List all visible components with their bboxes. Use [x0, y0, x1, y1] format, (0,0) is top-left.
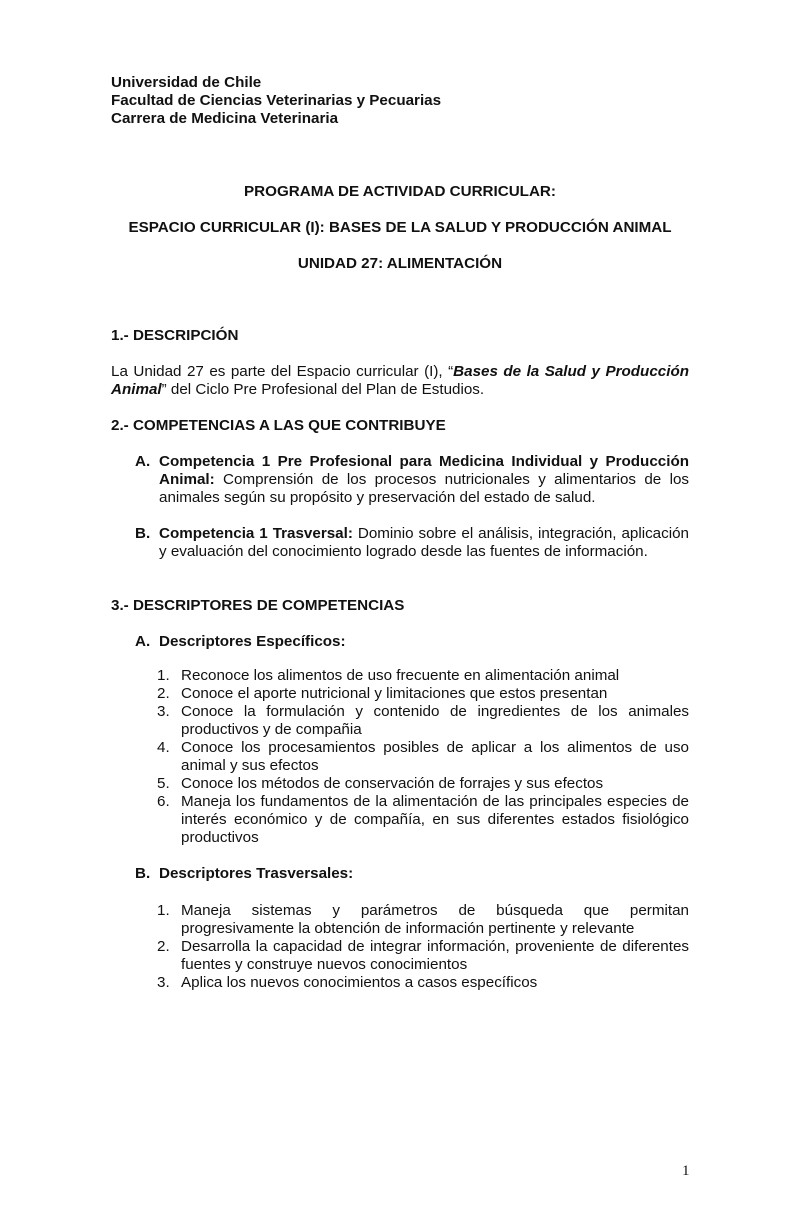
list-item-text: Maneja los fundamentos de la alimentación de las principales especies de interés económico y de compañía, en sus diferentes estados fisiológico productivos: [181, 793, 689, 846]
list-item-text: Conoce los procesamientos posibles de aplicar a los alimentos de uso animal y sus efectos: [181, 739, 689, 774]
list-item-text: Conoce el aporte nutricional y limitaciones que estos presentan: [181, 685, 608, 702]
competency-b-letter: B.: [135, 525, 151, 542]
list-item-text: Conoce la formulación y contenido de ingredientes de los animales productivos y de compañia: [181, 703, 689, 738]
specific-descriptors-list: [157, 667, 689, 847]
list-item-number: 3.: [157, 703, 170, 720]
competency-a: [135, 453, 689, 507]
competency-b: [135, 525, 689, 561]
description-text-start: La Unidad 27 es parte del Espacio curricular (I), “: [111, 363, 454, 380]
competency-b-text: Dominio sobre el análisis, integración, aplicación y evaluación del conocimiento logrado desde las fuentes de información.: [159, 525, 689, 560]
transversal-descriptors-heading: [135, 865, 353, 883]
competency-a-letter: A.: [135, 453, 151, 470]
university-name: Universidad de Chile: [111, 74, 262, 91]
list-item-number: 1.: [157, 902, 170, 919]
page-number: 1: [682, 1163, 690, 1179]
competency-a-title: Competencia 1 Pre Profesional para Medicina Individual y Producción Animal:: [159, 453, 689, 488]
list-item: [157, 793, 689, 847]
specific-descriptors-letter: A.: [135, 633, 151, 650]
transversal-descriptors-letter: B.: [135, 865, 151, 882]
transversal-descriptors-list: [157, 902, 689, 992]
institution-header: [111, 74, 441, 128]
list-item: [157, 703, 689, 739]
list-item: [157, 938, 689, 974]
section-3-heading: 3.- DESCRIPTORES DE COMPETENCIAS: [111, 597, 405, 614]
faculty-name: Facultad de Ciencias Veterinarias y Pecuarias: [111, 92, 442, 109]
list-item: [157, 685, 689, 703]
list-item: [157, 902, 689, 938]
unit-title: UNIDAD 27: ALIMENTACIÓN: [297, 255, 503, 272]
list-item-number: 5.: [157, 775, 170, 792]
list-item-number: 2.: [157, 685, 170, 702]
list-item-text: Aplica los nuevos conocimientos a casos específicos: [181, 974, 538, 991]
list-item: [157, 974, 689, 992]
list-item-text: Desarrolla la capacidad de integrar información, proveniente de diferentes fuentes y construye nuevos conocimientos: [181, 938, 689, 973]
competency-a-text: Comprensión de los procesos nutricionales y alimentarios de los animales según su propósito y preservación del estado de salud.: [159, 471, 689, 506]
list-item-text: Maneja sistemas y parámetros de búsqueda que permitan progresivamente la obtención de información pertinente y relevante: [181, 902, 689, 937]
specific-descriptors-title: Descriptores Específicos:: [159, 633, 346, 650]
competency-b-title: Competencia 1 Trasversal:: [159, 525, 353, 542]
specific-descriptors-heading: [135, 633, 346, 651]
section-1-description: [111, 363, 689, 399]
career-name: Carrera de Medicina Veterinaria: [111, 110, 339, 127]
list-item-number: 3.: [157, 974, 170, 991]
list-item-number: 1.: [157, 667, 170, 684]
transversal-descriptors-title: Descriptores Trasversales:: [159, 865, 354, 882]
list-item-text: Reconoce los alimentos de uso frecuente en alimentación animal: [181, 667, 620, 684]
list-item: [157, 739, 689, 775]
section-1-heading: 1.- DESCRIPCIÓN: [111, 327, 239, 344]
curricular-space-title: ESPACIO CURRICULAR (I): BASES DE LA SALUD Y PRODUCCIÓN ANIMAL: [128, 219, 672, 236]
program-title: PROGRAMA DE ACTIVIDAD CURRICULAR:: [244, 183, 556, 200]
description-text-end: ” del Ciclo Pre Profesional del Plan de Estudios.: [161, 381, 485, 398]
section-2-heading: 2.- COMPETENCIAS A LAS QUE CONTRIBUYE: [111, 417, 446, 434]
list-item-text: Conoce los métodos de conservación de forrajes y sus efectos: [181, 775, 604, 792]
list-item: [157, 667, 689, 685]
description-emphasis: Bases de la Salud y Producción Animal: [111, 363, 689, 398]
list-item-number: 4.: [157, 739, 170, 756]
list-item-number: 2.: [157, 938, 170, 955]
list-item: [157, 775, 689, 793]
list-item-number: 6.: [157, 793, 170, 810]
